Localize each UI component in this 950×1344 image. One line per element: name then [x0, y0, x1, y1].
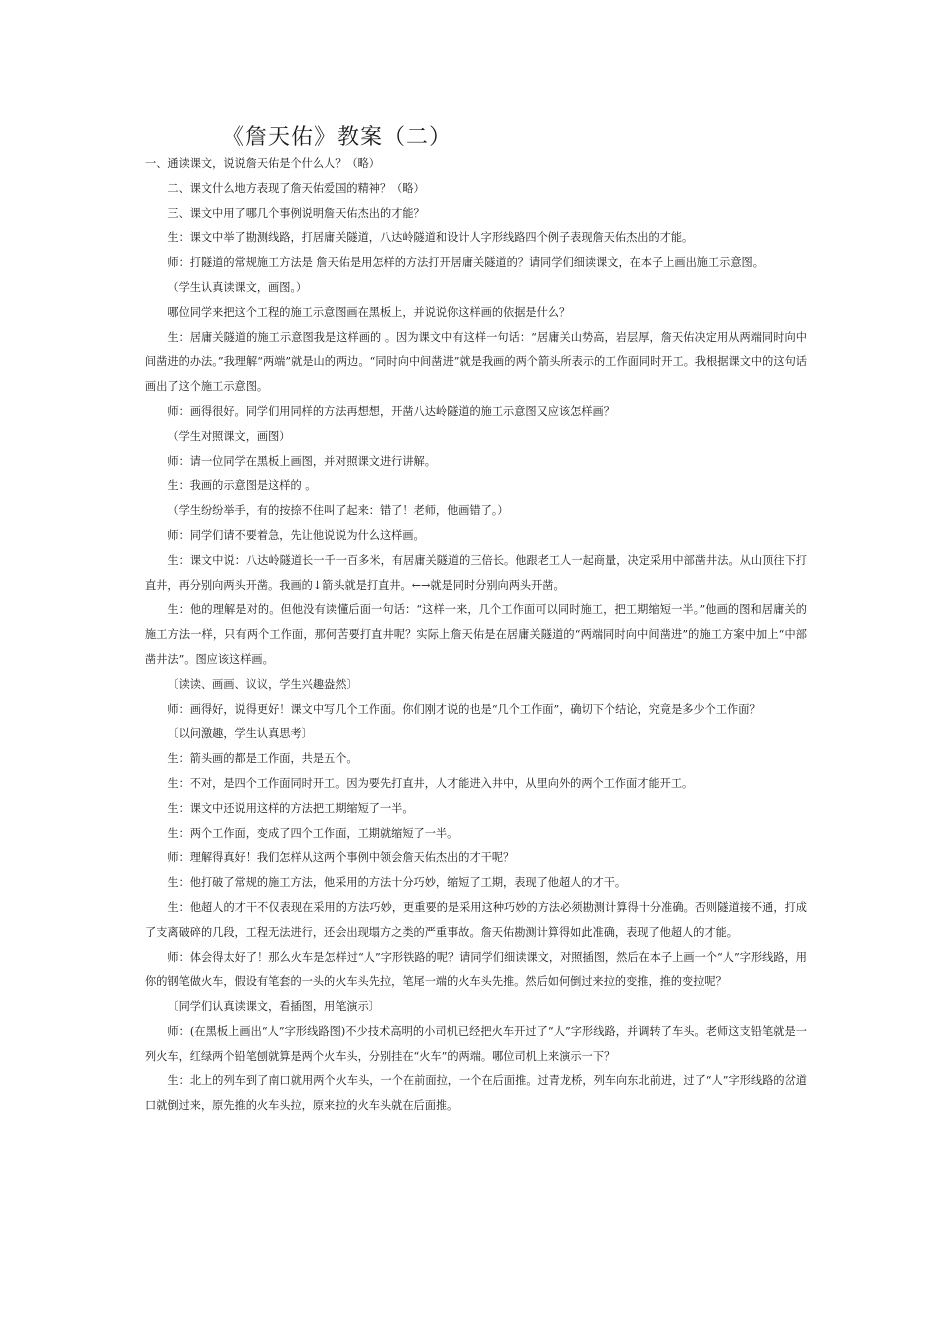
paragraph: （学生对照课文，画图）	[167, 429, 291, 443]
paragraph: 生：课文中举了勘测线路，打居庸关隧道，八达岭隧道和设计人字形线路四个例子表现詹天佑杰出的才能。	[167, 231, 694, 245]
document-title: 《詹天佑》教案（二）	[222, 125, 453, 150]
paragraph: 〔同学们认真读课文，看插图，用笔演示〕	[167, 1000, 380, 1014]
paragraph: 哪位同学来把这个工程的施工示意图画在黑板上，并说说你这样画的依据是什么？	[167, 305, 571, 319]
paragraph: （学生认真读课文，画图。）	[167, 280, 308, 294]
paragraph: 师：画得很好。同学们用同样的方法再想想，开凿八达岭隧道的施工示意图又应该怎样画？	[167, 404, 615, 418]
paragraph: 生：他打破了常规的施工方法，他采用的方法十分巧妙，缩短了工期，表现了他超人的才干。	[167, 876, 627, 890]
paragraph: 生：课文中还说用这样的方法把工期缩短了一半。	[167, 801, 414, 815]
paragraph: 〔以问激趣，学生认真思考〕	[167, 727, 313, 741]
document-body	[145, 152, 807, 1119]
paragraph: 师：请一位同学在黑板上画图，并对照课文进行讲解。	[167, 454, 436, 468]
paragraph: 师：(在黑板上画出“人”字形线路图)不少技术高明的小司机已经把火车开过了“人”字形线路，并调转了车头。老师这支铅笔就是一列火车，红绿两个铅笔刨就算是两个火车头，分别挂在“火车”的两端。哪位司机上来演示一下？	[145, 1024, 807, 1063]
paragraph: 师：同学们请不要着急，先让他说说为什么这样画。	[167, 528, 425, 542]
paragraph: （学生纷纷举手，有的按捺不住叫了起来：错了！老师，他画错了。）	[167, 504, 509, 518]
paragraph: 师：画得好，说得更好！课文中写几个工作面。你们刚才说的也是“几个工作面”，确切下个结论，究竟是多少个工作面？	[167, 702, 761, 716]
paragraph: 三、课文中用了哪几个事例说明詹天佑杰出的才能？	[167, 206, 425, 220]
paragraph: 〔读读、画画、议议，学生兴趣盎然〕	[167, 677, 358, 691]
paragraph: 生：他超人的才干不仅表现在采用的方法巧妙，更重要的是采用这种巧妙的方法必须勘测计算得十分准确。否则隧道接不通，打成了支离破碎的几段，工程无法进行，还会出现塌方之类的严重事故。詹天佑勘测计算得如此准确，表现了他超人的才能。	[145, 900, 807, 939]
paragraph: 二、课文什么地方表现了詹天佑爱国的精神？（略）	[167, 181, 425, 195]
paragraph: 师：体会得太好了！那么火车是怎样过“人”字形铁路的呢？请同学们细读课文，对照插图，然后在本子上画一个“人”字形线路，用你的钢笔做火车，假设有笔套的一头的火车头先拉，笔尾一端的火车头先推。然后如何倒过来拉的变推，推的变拉呢？	[145, 950, 807, 989]
paragraph: 生：课文中说：八达岭隧道长一千一百多米，有居庸关隧道的三倍长。他跟老工人一起商量，决定采用中部凿井法。从山顶往下打直井，再分别向两头开凿。我画的↓箭头就是打直井。←→就是同时分别向两头开凿。	[145, 553, 807, 592]
paragraph: 生：居庸关隧道的施工示意图我是这样画的 。因为课文中有这样一句话：“居庸关山势高，岩层厚，詹天佑决定用从两端同时向中间凿进的办法。”我理解“两端”就是山的两边。“同时向中间凿进”就是我画的两个箭头所表示的工作面同时开工。我根据课文中的这句话画出了这个施工示意图。	[145, 330, 807, 394]
paragraph: 一、通读课文，说说詹天佑是个什么人？（略）	[145, 157, 380, 170]
paragraph: 生：箭头画的都是工作面，共是五个。	[167, 752, 358, 766]
paragraph: 生：两个工作面，变成了四个工作面，工期就缩短了一半。	[167, 826, 459, 840]
paragraph: 生：北上的列车到了南口就用两个火车头，一个在前面拉，一个在后面推。过青龙桥，列车向东北前进，过了“人”字形线路的岔道口就倒过来，原先推的火车头拉，原来拉的火车头就在后面推。	[145, 1074, 807, 1113]
paragraph: 师：打隧道的常规施工方法是 詹天佑是用怎样的方法打开居庸关隧道的？请同学们细读课文，在本子上画出施工示意图。	[167, 256, 764, 270]
paragraph: 师：理解得真好！我们怎样从这两个事例中领会詹天佑杰出的才干呢？	[167, 851, 515, 865]
paragraph: 生：不对，是四个工作面同时开工。因为要先打直井，人才能进入井中，从里向外的两个工作面才能开工。	[167, 776, 694, 790]
paragraph: 生：他的理解是对的。但他没有读懂后面一句话：“这样一来，几个工作面可以同时施工，把工期缩短一半。”他画的图和居庸关的施工方法一样，只有两个工作面，那何苦要打直井呢？实际上詹天佑是在居庸关隧道的“两端同时向中间凿进”的施工方案中加上“中部凿井法”。图应该这样画。	[145, 603, 807, 666]
paragraph: 生：我画的示意图是这样的 。	[167, 479, 317, 493]
